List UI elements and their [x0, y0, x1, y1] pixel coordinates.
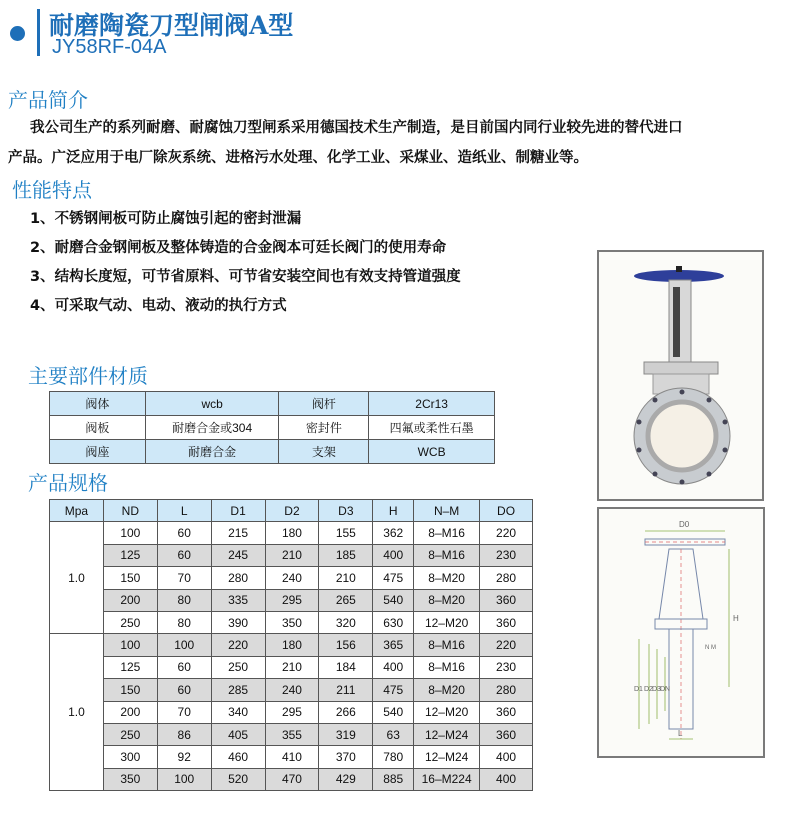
- spec-cell: 355: [265, 723, 319, 745]
- feature-item: 3、结构长度短，可节省原料、可节省安装空间也有效支持管道强度: [30, 269, 461, 285]
- spec-cell: 125: [103, 656, 157, 678]
- specs-row: [50, 567, 533, 589]
- spec-cell: 250: [103, 723, 157, 745]
- spec-cell: 156: [319, 634, 373, 656]
- spec-cell: 63: [373, 723, 414, 745]
- spec-cell: 185: [319, 544, 373, 566]
- material-value: 四氟或柔性石墨: [369, 416, 495, 440]
- bullet-dot-icon: [10, 26, 25, 41]
- spec-cell: 220: [480, 522, 533, 544]
- spec-cell: 335: [211, 589, 265, 611]
- spec-cell: 540: [373, 589, 414, 611]
- intro-line-1: 我公司生产的系列耐磨、耐腐蚀刀型闸系采用德国技术生产制造，是目前国内同行业较先进的替代进口: [30, 120, 683, 136]
- spec-cell: 362: [373, 522, 414, 544]
- spec-cell: 92: [157, 746, 211, 768]
- spec-cell: 184: [319, 656, 373, 678]
- spec-cell: 295: [265, 589, 319, 611]
- material-part: 密封件: [279, 416, 369, 440]
- spec-cell: 8–M20: [414, 589, 480, 611]
- specs-row: [50, 723, 533, 745]
- spec-cell: 250: [211, 656, 265, 678]
- spec-cell: 8–M20: [414, 567, 480, 589]
- spec-cell: 410: [265, 746, 319, 768]
- stem: [673, 287, 680, 357]
- spec-cell: 280: [480, 567, 533, 589]
- spec-cell: 12–M24: [414, 746, 480, 768]
- spec-cell: 780: [373, 746, 414, 768]
- column-header: D2: [265, 500, 319, 522]
- spec-cell: 390: [211, 611, 265, 633]
- specs-row: [50, 522, 533, 544]
- material-part: 阀座: [50, 440, 146, 464]
- wheel-nut: [676, 266, 682, 272]
- spec-cell: 630: [373, 611, 414, 633]
- spec-cell: 470: [265, 768, 319, 790]
- material-part: 支架: [279, 440, 369, 464]
- materials-table: [49, 391, 495, 464]
- spec-cell: 230: [480, 544, 533, 566]
- spec-cell: 350: [265, 611, 319, 633]
- spec-cell: 125: [103, 544, 157, 566]
- specs-table: [49, 499, 533, 791]
- spec-cell: 400: [480, 768, 533, 790]
- pressure-cell: 1.0: [50, 634, 104, 791]
- spec-cell: 100: [157, 634, 211, 656]
- spec-cell: 295: [265, 701, 319, 723]
- spec-cell: 12–M20: [414, 611, 480, 633]
- specs-row: [50, 656, 533, 678]
- spec-cell: 360: [480, 723, 533, 745]
- valve-photo: [597, 250, 764, 501]
- material-part: 阀板: [50, 416, 146, 440]
- spec-cell: 240: [265, 679, 319, 701]
- spec-cell: 220: [480, 634, 533, 656]
- material-part: 阀体: [50, 392, 146, 416]
- label-h: H: [733, 614, 739, 623]
- spec-cell: 100: [103, 634, 157, 656]
- material-value: wcb: [145, 392, 279, 416]
- materials-heading: 主要部件材质: [28, 364, 148, 388]
- feature-item: 1、不锈钢闸板可防止腐蚀引起的密封泄漏: [30, 211, 302, 227]
- column-header: D1: [211, 500, 265, 522]
- materials-row: [50, 440, 495, 464]
- intro-heading: 产品简介: [8, 88, 88, 112]
- spec-cell: 429: [319, 768, 373, 790]
- spec-cell: 540: [373, 701, 414, 723]
- spec-cell: 8–M20: [414, 679, 480, 701]
- gland: [644, 362, 718, 374]
- column-header: L: [157, 500, 211, 522]
- specs-row: [50, 701, 533, 723]
- spec-cell: 475: [373, 679, 414, 701]
- spec-cell: 8–M16: [414, 656, 480, 678]
- spec-cell: 365: [373, 634, 414, 656]
- pressure-cell: 1.0: [50, 522, 104, 634]
- spec-cell: 210: [265, 656, 319, 678]
- technical-drawing: [599, 509, 763, 756]
- spec-cell: 155: [319, 522, 373, 544]
- column-header: DO: [480, 500, 533, 522]
- column-header: N–M: [414, 500, 480, 522]
- spec-cell: 200: [103, 701, 157, 723]
- spec-cell: 150: [103, 679, 157, 701]
- spec-cell: 200: [103, 589, 157, 611]
- label-dn: DN: [660, 686, 671, 693]
- spec-cell: 12–M24: [414, 723, 480, 745]
- spec-cell: 150: [103, 567, 157, 589]
- spec-cell: 475: [373, 567, 414, 589]
- spec-cell: 885: [373, 768, 414, 790]
- spec-cell: 8–M16: [414, 544, 480, 566]
- material-value: WCB: [369, 440, 495, 464]
- spec-cell: 400: [373, 656, 414, 678]
- spec-cell: 320: [319, 611, 373, 633]
- specs-row: [50, 611, 533, 633]
- spec-cell: 8–M16: [414, 522, 480, 544]
- specs-header-row: [50, 500, 533, 522]
- spec-cell: 100: [103, 522, 157, 544]
- spec-cell: 8–M16: [414, 634, 480, 656]
- features-heading: 性能特点: [12, 178, 92, 202]
- feature-item: 2、耐磨合金钢闸板及整体铸造的合金阀本可廷长阀门的使用寿命: [30, 240, 447, 256]
- spec-cell: 300: [103, 746, 157, 768]
- specs-row: [50, 679, 533, 701]
- spec-cell: 280: [211, 567, 265, 589]
- spec-cell: 100: [157, 768, 211, 790]
- column-header: Mpa: [50, 500, 104, 522]
- spec-cell: 280: [480, 679, 533, 701]
- spec-cell: 12–M20: [414, 701, 480, 723]
- bore: [648, 402, 716, 470]
- label-l: L: [678, 729, 683, 738]
- spec-cell: 250: [103, 611, 157, 633]
- spec-cell: 60: [157, 679, 211, 701]
- spec-cell: 405: [211, 723, 265, 745]
- spec-cell: 265: [319, 589, 373, 611]
- spec-cell: 340: [211, 701, 265, 723]
- specs-row: [50, 589, 533, 611]
- specs-row: [50, 746, 533, 768]
- spec-cell: 80: [157, 589, 211, 611]
- material-value: 耐磨合金或304: [145, 416, 279, 440]
- spec-cell: 211: [319, 679, 373, 701]
- materials-row: [50, 392, 495, 416]
- label-d0: D0: [679, 520, 690, 529]
- specs-heading: 产品规格: [28, 471, 108, 495]
- spec-cell: 70: [157, 701, 211, 723]
- material-value: 2Cr13: [369, 392, 495, 416]
- spec-cell: 180: [265, 634, 319, 656]
- material-part: 阀杆: [279, 392, 369, 416]
- label-d1: D1: [634, 686, 643, 693]
- specs-row: [50, 544, 533, 566]
- label-d3: D3: [652, 686, 661, 693]
- spec-cell: 360: [480, 611, 533, 633]
- spec-cell: 230: [480, 656, 533, 678]
- intro-line-2: 产品。广泛应用于电厂除灰系统、进格污水处理、化学工业、采煤业、造纸业、制糖业等。: [8, 150, 588, 166]
- spec-cell: 360: [480, 701, 533, 723]
- column-header: D3: [319, 500, 373, 522]
- feature-item: 4、可采取气动、电动、液动的执行方式: [30, 298, 287, 314]
- drawing-handwheel: [645, 539, 725, 545]
- spec-cell: 400: [373, 544, 414, 566]
- title-divider: [37, 9, 40, 56]
- material-value: 耐磨合金: [145, 440, 279, 464]
- spec-cell: 80: [157, 611, 211, 633]
- spec-cell: 60: [157, 522, 211, 544]
- spec-cell: 266: [319, 701, 373, 723]
- product-model: JY58RF-04A: [52, 36, 167, 58]
- spec-cell: 210: [319, 567, 373, 589]
- materials-row: [50, 416, 495, 440]
- label-d2: D2: [644, 686, 653, 693]
- spec-cell: 370: [319, 746, 373, 768]
- spec-cell: 60: [157, 544, 211, 566]
- spec-cell: 360: [480, 589, 533, 611]
- spec-cell: 400: [480, 746, 533, 768]
- specs-row: [50, 768, 533, 790]
- spec-cell: 520: [211, 768, 265, 790]
- spec-cell: 210: [265, 544, 319, 566]
- spec-cell: 86: [157, 723, 211, 745]
- spec-cell: 60: [157, 656, 211, 678]
- spec-cell: 240: [265, 567, 319, 589]
- spec-cell: 220: [211, 634, 265, 656]
- spec-cell: 319: [319, 723, 373, 745]
- specs-row: [50, 634, 533, 656]
- valve-drawing: [597, 507, 765, 758]
- column-header: H: [373, 500, 414, 522]
- spec-cell: 350: [103, 768, 157, 790]
- label-nm: N M: [705, 645, 716, 651]
- column-header: ND: [103, 500, 157, 522]
- spec-cell: 180: [265, 522, 319, 544]
- spec-cell: 70: [157, 567, 211, 589]
- spec-cell: 215: [211, 522, 265, 544]
- spec-cell: 245: [211, 544, 265, 566]
- knife-gate-valve-image: [599, 252, 762, 499]
- spec-cell: 16–M224: [414, 768, 480, 790]
- spec-cell: 460: [211, 746, 265, 768]
- spec-cell: 285: [211, 679, 265, 701]
- product-title: 耐磨陶瓷刀型闸阀A型: [49, 11, 294, 40]
